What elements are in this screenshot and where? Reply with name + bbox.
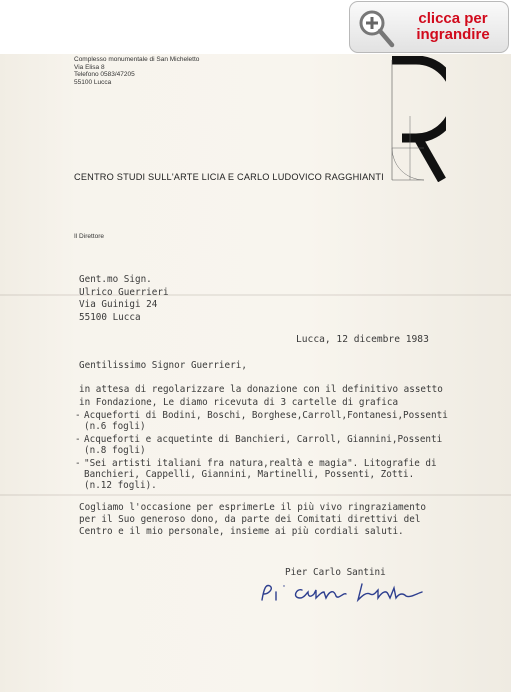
letter-date: Lucca, 12 dicembre 1983 [296,334,429,345]
intro-paragraph: in attesa di regolarizzare la donazione con il definitivo assetto in Fondazione, Le diamo ricevuta di 3 cartelle di grafica [79,384,443,408]
zoom-button-label: clicca per ingrandire [416,10,490,43]
letterhead-address: Complesso monumentale di San Micheletto Via Elisa 8 Telefono 0583/47205 55100 Lucca [74,56,200,86]
sender-name: Pier Carlo Santini [285,567,386,578]
paper-fold [0,494,511,496]
paper-fold [0,294,511,296]
magnifier-plus-icon [356,7,396,49]
handwritten-signature [258,580,428,606]
closing-paragraph: Cogliamo l'occasione per esprimerLe il più vivo ringraziamento per il Suo generoso dono, da parte dei Comitati direttivi del Centro e il mio personale, insieme ai più cordiali saluti. [79,502,427,537]
zoom-button[interactable] [349,1,509,53]
institution-name: CENTRO STUDI SULL'ARTE LICIA E CARLO LUDOVICO RAGGHIANTI [74,172,384,182]
ragghianti-logo [390,56,446,182]
salutation: Gentilissimo Signor Guerrieri, [79,360,247,371]
letterhead-role: Il Direttore [74,233,104,240]
recipient-address: Gent.mo Sign. Ulrico Guerrieri Via Guinigi 24 55100 Lucca [79,274,169,323]
